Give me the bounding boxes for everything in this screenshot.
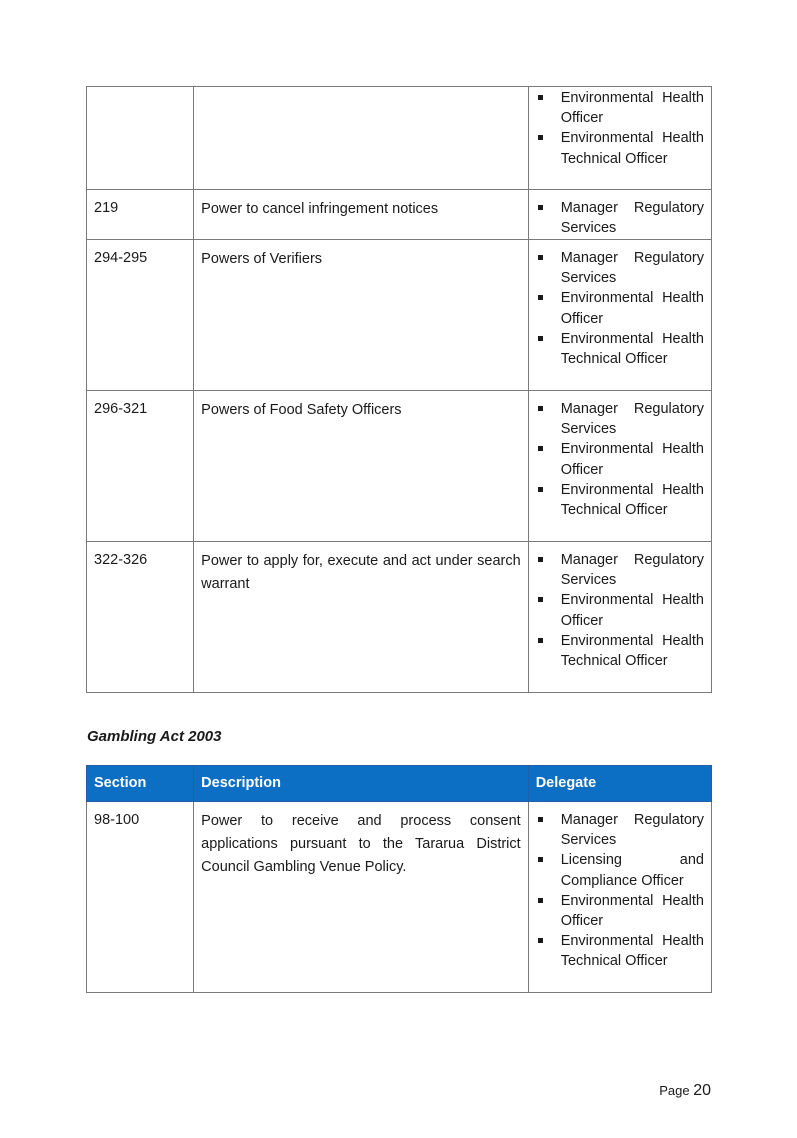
section-cell: 219 — [87, 190, 194, 240]
section-cell: 296-321 — [87, 391, 194, 542]
delegate-item: Environmental Health Officer — [536, 891, 704, 931]
section-cell: 294-295 — [87, 240, 194, 391]
table-row — [87, 542, 712, 693]
delegate-item: Manager Regulatory Services — [536, 399, 704, 439]
delegate-item: Environmental Health Technical Officer — [536, 480, 704, 520]
description-cell: Power to receive and process consent applications pursuant to the Tararua District Council Gambling Venue Policy. — [194, 802, 529, 993]
delegate-item: Environmental Health Technical Officer — [536, 329, 704, 369]
column-header-section: Section — [87, 766, 194, 802]
delegate-item: Environmental Health Officer — [536, 288, 704, 328]
description-cell: Powers of Verifiers — [194, 240, 529, 391]
delegate-item: Environmental Health Officer — [536, 88, 704, 128]
delegate-item: Manager Regulatory Services — [536, 810, 704, 850]
description-cell: Power to apply for, execute and act under search warrant — [194, 542, 529, 693]
delegate-item: Manager Regulatory Services — [536, 550, 704, 590]
description-cell: Powers of Food Safety Officers — [194, 391, 529, 542]
delegate-cell — [528, 240, 711, 391]
delegate-item: Environmental Health Technical Officer — [536, 631, 704, 671]
table-row — [87, 240, 712, 391]
delegations-table-food-act — [86, 86, 712, 693]
act-heading: Gambling Act 2003 — [87, 728, 222, 745]
table-row — [87, 802, 712, 993]
delegate-item: Environmental Health Officer — [536, 439, 704, 479]
table-row — [87, 391, 712, 542]
table-header-row — [87, 766, 712, 802]
delegate-cell — [528, 190, 711, 240]
page-label: Page — [659, 1083, 690, 1098]
page-number — [659, 1082, 711, 1100]
delegate-cell — [528, 391, 711, 542]
table-row — [87, 87, 712, 190]
column-header-delegate: Delegate — [528, 766, 711, 802]
delegate-item: Environmental Health Technical Officer — [536, 931, 704, 971]
delegate-item: Manager Regulatory Services — [536, 248, 704, 288]
delegate-cell — [528, 87, 711, 190]
delegate-item: Manager Regulatory Services — [536, 198, 704, 238]
description-cell — [194, 87, 529, 190]
delegate-item: Licensing and Compliance Officer — [536, 850, 704, 890]
description-cell: Power to cancel infringement notices — [194, 190, 529, 240]
section-cell: 98-100 — [87, 802, 194, 993]
column-header-description: Description — [194, 766, 529, 802]
delegate-item: Environmental Health Technical Officer — [536, 128, 704, 168]
delegate-cell — [528, 542, 711, 693]
section-cell — [87, 87, 194, 190]
page-number-value: 20 — [693, 1082, 711, 1099]
delegate-item: Environmental Health Officer — [536, 590, 704, 630]
delegate-cell — [528, 802, 711, 993]
table-row — [87, 190, 712, 240]
section-cell: 322-326 — [87, 542, 194, 693]
delegations-table-gambling-act — [86, 765, 712, 993]
